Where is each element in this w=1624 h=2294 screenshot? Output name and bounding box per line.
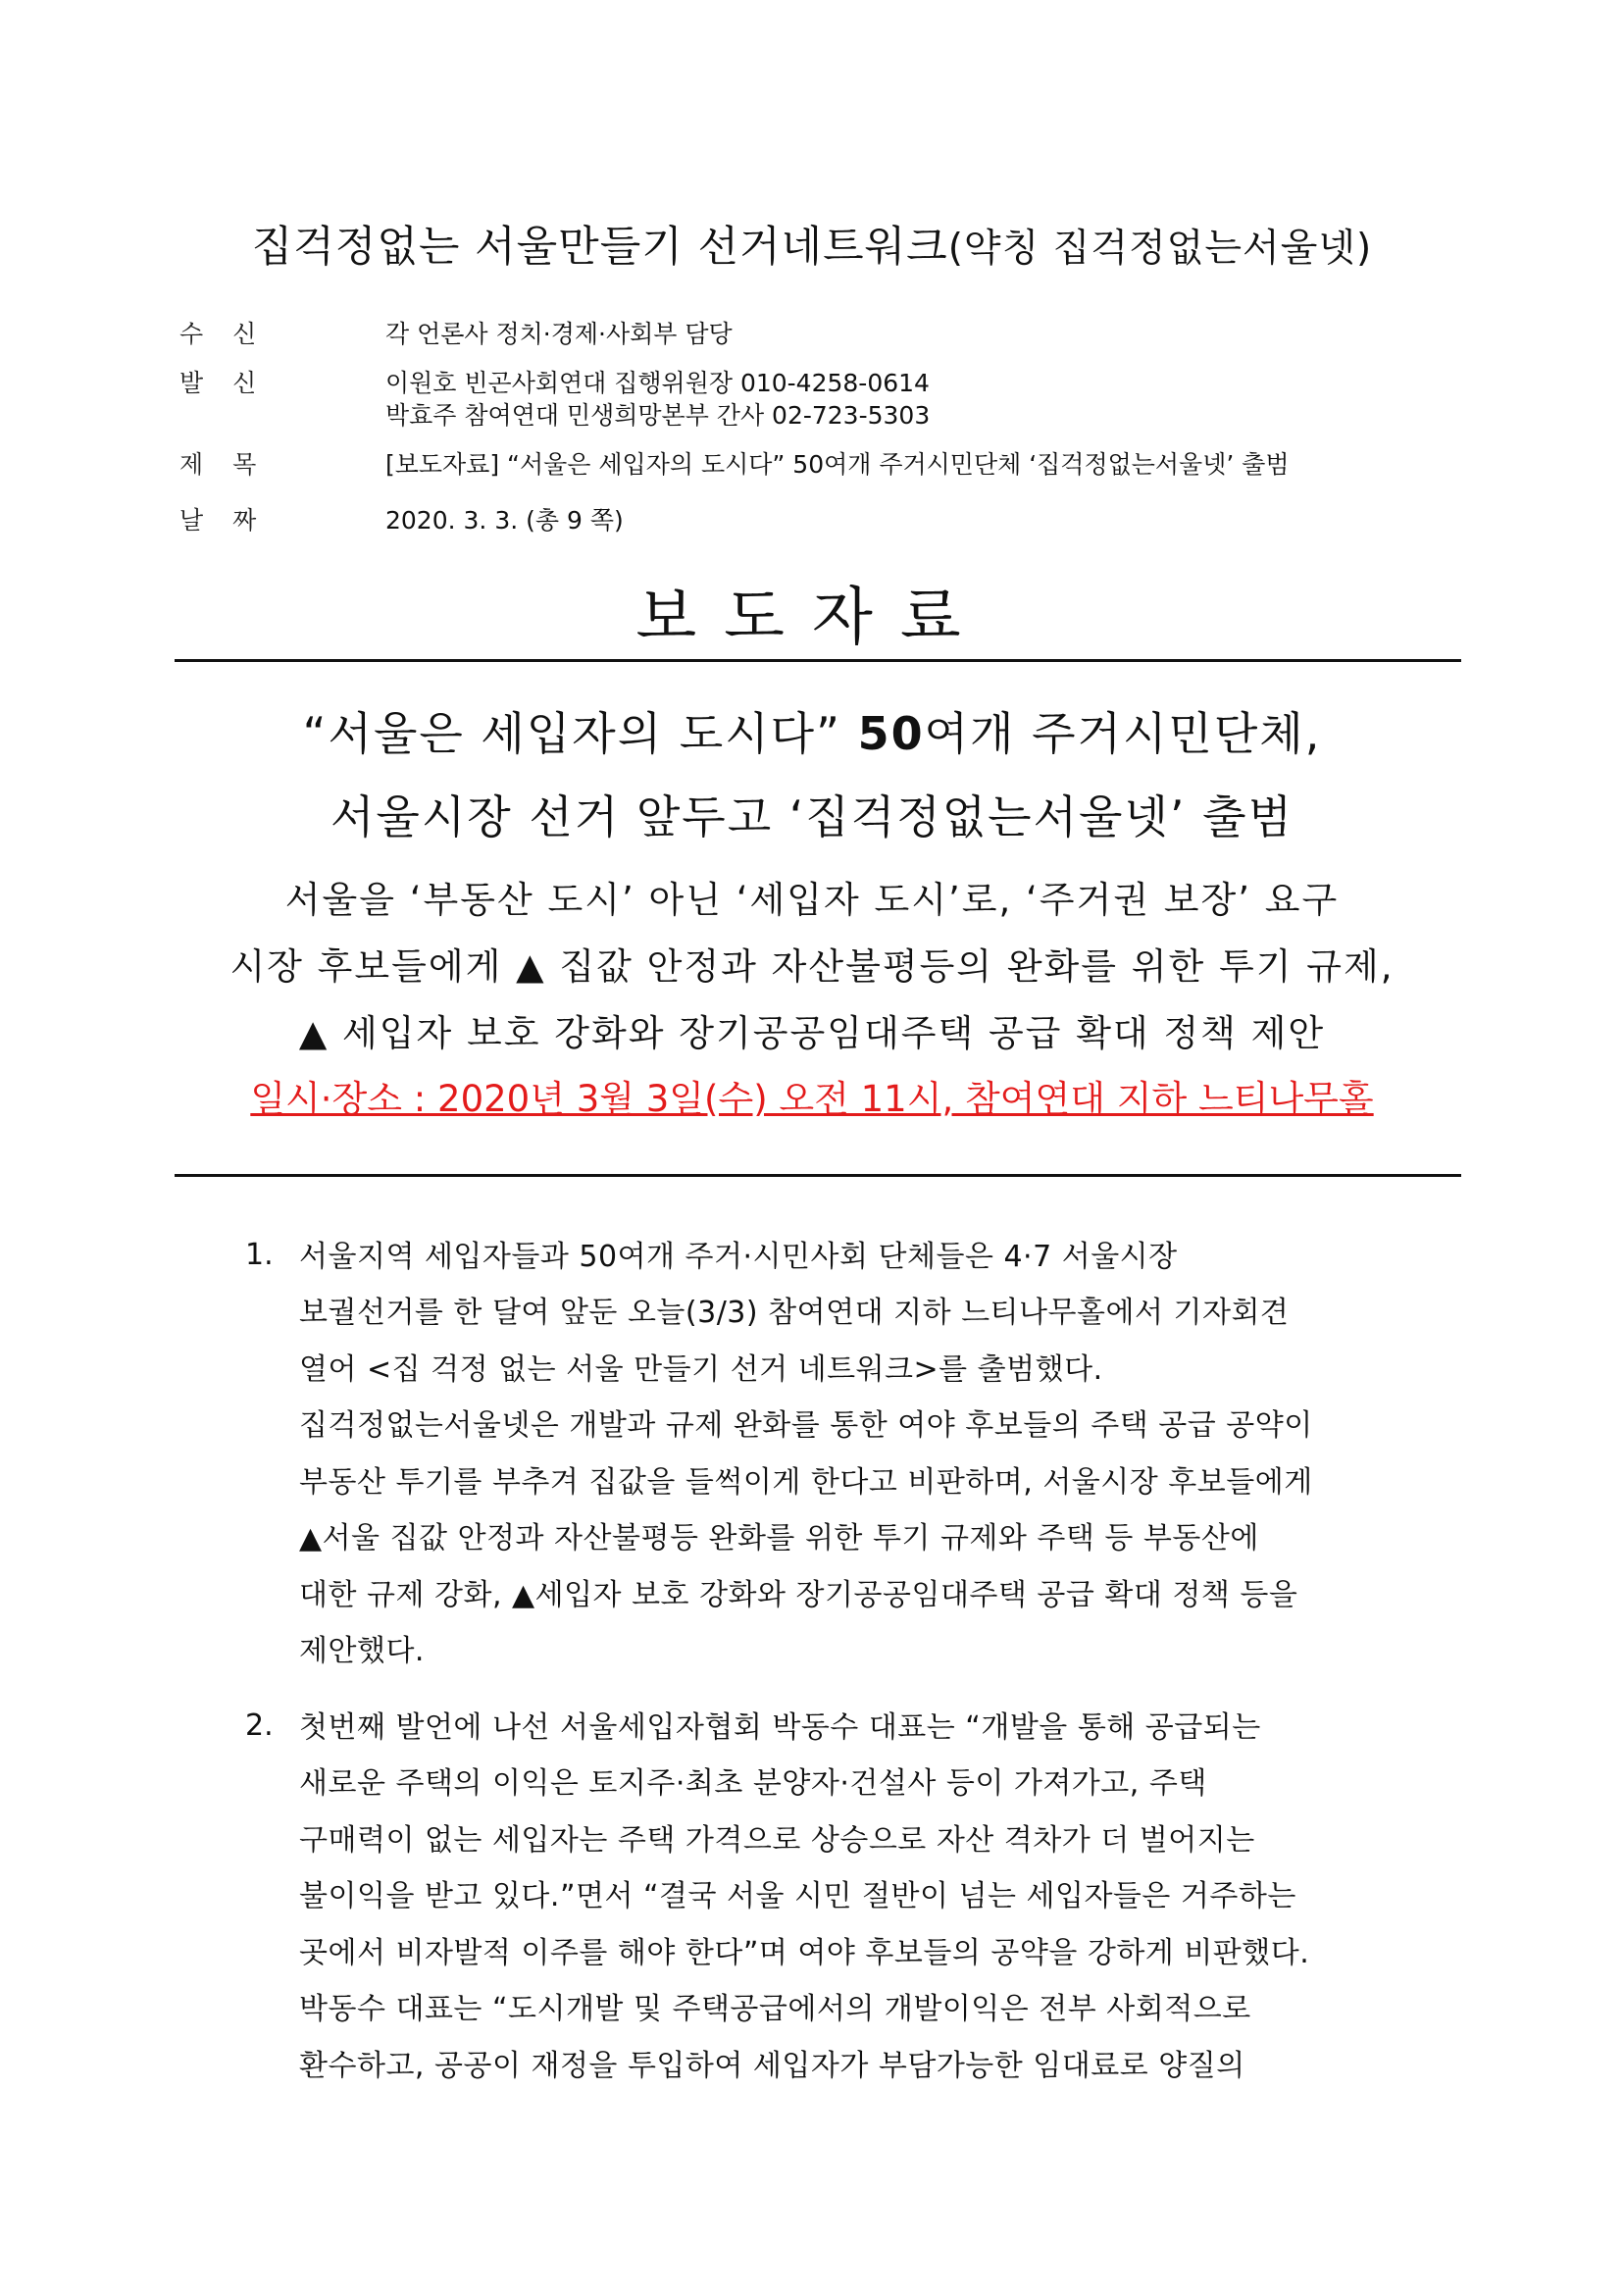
- paragraph-line: ▲서울 집값 안정과 자산불평등 완화를 위한 투기 규제와 주택 등 부동산에: [299, 1521, 1259, 1555]
- paragraph-line: 집걱정없는서울넷은 개발과 규제 완화를 통한 여야 후보들의 주택 공급 공약이: [299, 1408, 1313, 1443]
- meta-label: 발신: [179, 369, 286, 397]
- meta-value: 각 언론사 정치·경제·사회부 담당: [385, 320, 733, 348]
- subhead-line-2: 시장 후보들에게 ▲ 집값 안정과 자산불평등의 완화를 위한 투기 규제,: [229, 945, 1395, 988]
- organization-abbreviation: (약칭 집걱정없는서울넷): [947, 227, 1373, 271]
- organization-name: 집걱정없는 서울만들기 선거네트워크: [251, 223, 948, 272]
- paragraph-line: 구매력이 없는 세입자는 주택 가격으로 상승으로 자산 격차가 더 벌어지는: [299, 1823, 1255, 1858]
- organization-title: [0, 214, 1624, 274]
- meta-value: 이원호 빈곤사회연대 집행위원장 010-4258-0614: [385, 369, 930, 397]
- paragraph-line: 서울지역 세입자들과 50여개 주거·시민사회 단체들은 4·7 서울시장: [299, 1240, 1178, 1274]
- headline-number: 50: [857, 707, 925, 760]
- meta-label: 제목: [179, 450, 286, 479]
- subhead-line-1: 서울을 ‘부동산 도시’ 아닌 ‘세입자 도시’로, ‘주거권 보장’ 요구: [284, 879, 1340, 921]
- headline-line-2: 서울시장 선거 앞두고 ‘집걱정없는서울넷’ 출범: [330, 790, 1294, 843]
- divider-top: [175, 659, 1461, 662]
- paragraph-line: 열어 <집 걱정 없는 서울 만들기 선거 네트워크>를 출범했다.: [299, 1352, 1103, 1387]
- paragraph-line: 박동수 대표는 “도시개발 및 주택공급에서의 개발이익은 전부 사회적으로: [299, 1992, 1251, 2026]
- paragraph-line: 새로운 주택의 이익은 토지주·최초 분양자·건설사 등이 가져가고, 주택: [299, 1766, 1207, 1801]
- meta-value: 박효주 참여연대 민생희망본부 간사 02-723-5303: [385, 401, 931, 430]
- meta-label: 날짜: [179, 506, 286, 535]
- meta-label: 수신: [179, 320, 286, 348]
- paragraph-line: 첫번째 발언에 나선 서울세입자협회 박동수 대표는 “개발을 통해 공급되는: [299, 1710, 1261, 1745]
- paragraph-line: 불이익을 받고 있다.”면서 “결국 서울 시민 절반이 넘는 세입자들은 거주하는: [299, 1879, 1296, 1913]
- document-type-title: 보도자료: [635, 582, 989, 654]
- headline-text: “서울은 세입자의 도시다”: [302, 707, 858, 760]
- headline-line-1: [0, 698, 1624, 763]
- paragraph-line: 제안했다.: [299, 1634, 425, 1668]
- headline-text: 여개 주거시민단체,: [924, 707, 1322, 760]
- paragraph-number: 1.: [245, 1238, 274, 1272]
- meta-value: [보도자료] “서울은 세입자의 도시다” 50여개 주거시민단체 ‘집걱정없는서울넷’ 출범: [385, 450, 1290, 479]
- paragraph-number: 2.: [245, 1708, 274, 1743]
- paragraph-line: 환수하고, 공공이 재정을 투입하여 세입자가 부담가능한 임대료로 양질의: [299, 2049, 1245, 2083]
- paragraph-line: 보궐선거를 한 달여 앞둔 오늘(3/3) 참여연대 지하 느티나무홀에서 기자회견: [299, 1296, 1290, 1330]
- meta-value: 2020. 3. 3. (총 9 쪽): [385, 506, 624, 535]
- event-datetime-location: 일시·장소 : 2020년 3월 3일(수) 오전 11시, 참여연대 지하 느티나무홀: [250, 1078, 1374, 1120]
- paragraph-line: 부동산 투기를 부추겨 집값을 들썩이게 한다고 비판하며, 서울시장 후보들에게: [299, 1465, 1313, 1500]
- paragraph-line: 곳에서 비자발적 이주를 해야 한다”며 여야 후보들의 공약을 강하게 비판했다.: [299, 1936, 1310, 1970]
- paragraph-line: 대한 규제 강화, ▲세입자 보호 강화와 장기공공임대주택 공급 확대 정책 등을: [299, 1578, 1298, 1612]
- divider-bottom: [175, 1174, 1461, 1177]
- subhead-line-3: ▲ 세입자 보호 강화와 장기공공임대주택 공급 확대 정책 제안: [298, 1012, 1326, 1054]
